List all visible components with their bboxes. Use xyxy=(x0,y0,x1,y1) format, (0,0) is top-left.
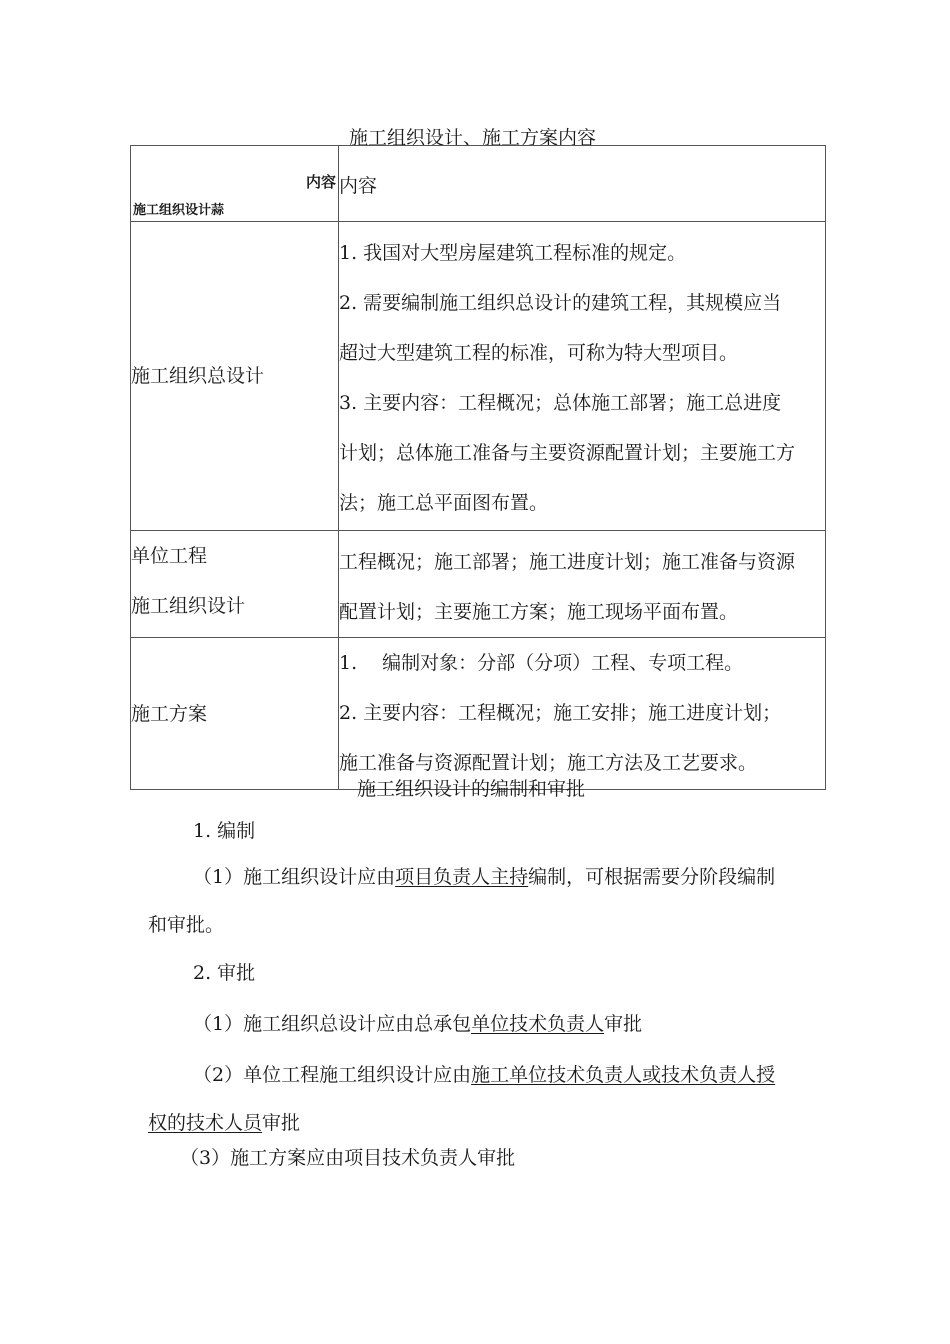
paragraph-line xyxy=(148,1108,300,1135)
table-row xyxy=(131,531,826,638)
content-line: 1. 我国对大型房屋建筑工程标准的规定。 xyxy=(339,242,687,264)
paragraph-line: 和审批。 xyxy=(148,914,225,936)
content-line: 1. 编制对象：分部（分项）工程、专项工程。 xyxy=(339,652,744,674)
paragraph-line: （3）施工方案应由项目技术负责人审批 xyxy=(180,1147,516,1169)
content-line: 工程概况；施工部署；施工进度计划；施工准备与资源 xyxy=(339,551,796,573)
table-row xyxy=(131,222,826,531)
underlined-text: 施工单位技术负责人或技术负责人授 xyxy=(471,1064,776,1086)
content-line: 3. 主要内容：工程概况；总体施工部署；施工总进度 xyxy=(339,392,782,414)
content-line: 2. 主要内容：工程概况；施工安排；施工进度计划； xyxy=(339,702,782,724)
section-title-approval: 施工组织设计的编制和审批 xyxy=(357,778,586,800)
underlined-text: 项目负责人主持 xyxy=(395,866,529,888)
text-run: 审批 xyxy=(262,1112,301,1134)
row-name-line: 施工组织设计 xyxy=(131,595,246,617)
paragraph-line xyxy=(193,1060,775,1087)
content-line: 施工准备与资源配置计划；施工方法及工艺要求。 xyxy=(339,752,758,774)
underlined-text: 权的技术人员 xyxy=(148,1112,263,1134)
text-run: （1）施工组织设计应由 xyxy=(193,866,396,888)
text-run: 审批 xyxy=(604,1013,643,1035)
text-run: （1）施工组织总设计应由总承包 xyxy=(193,1013,472,1035)
content-line: 超过大型建筑工程的标准，可称为特大型项目。 xyxy=(339,342,739,364)
doc-title-contents: 施工组织设计、施工方案内容 xyxy=(349,127,597,149)
corner-top-label: 内容 xyxy=(305,173,336,191)
underlined-text: 单位技术负责人 xyxy=(471,1013,605,1035)
contents-table xyxy=(130,145,826,790)
content-line: 计划；总体施工准备与主要资源配置计划；主要施工方 xyxy=(339,442,796,464)
table-row xyxy=(131,638,826,790)
row-name-cell xyxy=(131,531,339,638)
heading-compile: 1. 编制 xyxy=(193,820,256,842)
row-content-cell xyxy=(339,222,826,531)
row-name-line: 单位工程 xyxy=(131,545,208,567)
row-content-cell xyxy=(339,531,826,638)
paragraph-line xyxy=(193,862,775,889)
heading-approve: 2. 审批 xyxy=(193,962,256,984)
row-content-cell xyxy=(339,638,826,790)
text-run: （2）单位工程施工组织设计应由 xyxy=(193,1064,472,1086)
content-line: 法；施工总平面图布置。 xyxy=(339,492,549,514)
table-corner-cell xyxy=(131,146,339,222)
row-name-cell: 施工组织总设计 xyxy=(131,222,339,531)
corner-bottom-label: 施工组织设计蒜 xyxy=(133,203,225,218)
paragraph-line xyxy=(193,1009,642,1036)
row-name-cell: 施工方案 xyxy=(131,638,339,790)
header-content-cell: 内容 xyxy=(339,146,826,222)
table-header-row xyxy=(131,146,826,222)
text-run: 编制，可根据需要分阶段编制 xyxy=(528,866,776,888)
content-line: 配置计划；主要施工方案；施工现场平面布置。 xyxy=(339,601,739,623)
content-line: 2. 需要编制施工组织总设计的建筑工程，其规模应当 xyxy=(339,292,782,314)
